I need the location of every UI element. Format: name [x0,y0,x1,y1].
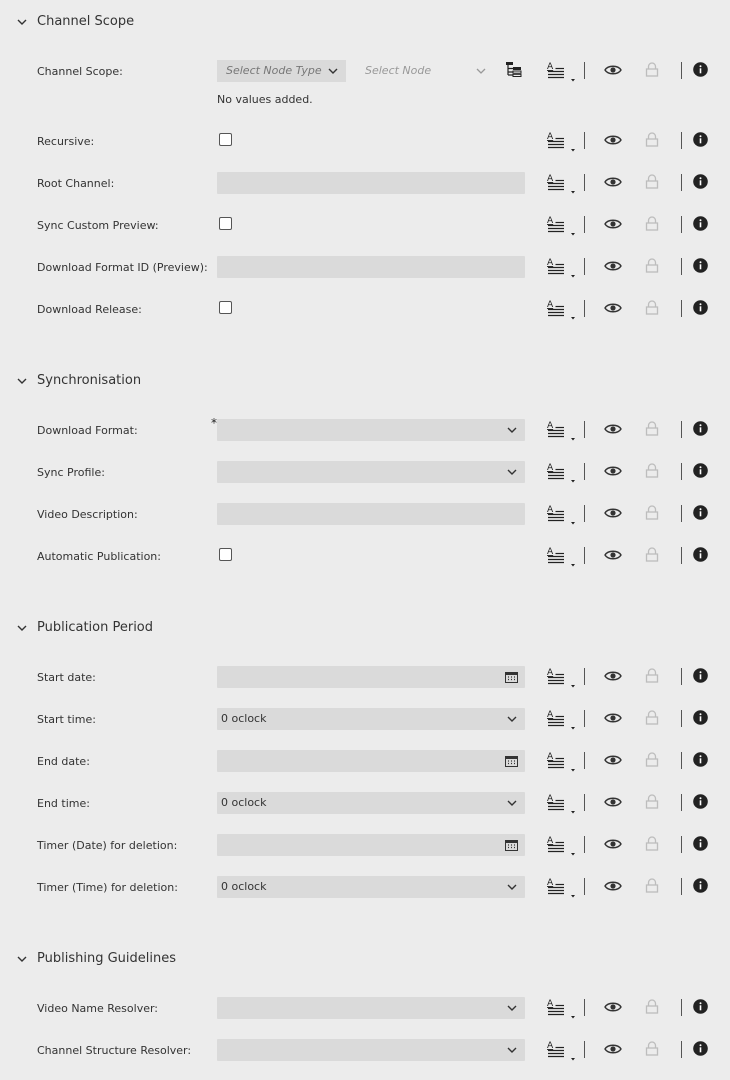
chevron-down-icon [16,953,28,965]
start-time-select[interactable] [217,708,525,730]
eye-icon[interactable] [604,838,622,850]
eye-icon[interactable] [604,507,622,519]
section-header-synchronisation[interactable] [0,369,730,393]
chevron-down-icon [328,66,338,76]
divider [584,547,585,564]
divider [681,421,682,438]
field-label: Download Release: [37,303,142,316]
node-type-select[interactable] [217,60,346,82]
required-marker: * [211,416,217,430]
lock-icon [645,999,659,1014]
text-format-icon[interactable] [547,707,579,731]
row-start-time [0,707,730,731]
info-icon[interactable] [693,547,708,562]
section-header-channel-scope[interactable] [0,10,730,34]
divider [584,258,585,275]
info-icon[interactable] [693,216,708,231]
divider [584,710,585,727]
svg-text:A: A [547,300,554,310]
chevron-down-icon [16,16,28,28]
field-label: End date: [37,755,90,768]
svg-text:A: A [547,174,554,184]
divider [584,1041,585,1058]
info-icon[interactable] [693,132,708,147]
field-label: Start time: [37,713,96,726]
row-download-format-id [0,255,730,279]
info-icon[interactable] [693,999,708,1014]
selected-value: 0 oclock [221,796,267,809]
lock-icon [645,836,659,851]
lock-icon [645,668,659,683]
divider [584,505,585,522]
chevron-down-icon [16,375,28,387]
recursive-checkbox[interactable] [219,133,232,146]
chevron-down-icon [16,622,28,634]
divider [681,300,682,317]
info-icon[interactable] [693,421,708,436]
root-channel-input[interactable] [217,172,525,194]
info-icon[interactable] [693,1041,708,1056]
divider [681,258,682,275]
chevron-down-icon [507,1045,517,1055]
divider [584,878,585,895]
divider [681,62,682,79]
text-format-icon[interactable] [547,213,579,237]
eye-icon[interactable] [604,670,622,682]
row-end-date [0,749,730,773]
field-label: Download Format ID (Preview): [37,261,208,274]
divider [681,132,682,149]
svg-text:A: A [547,878,554,888]
divider [681,505,682,522]
info-icon[interactable] [693,836,708,851]
svg-text:A: A [547,752,554,762]
svg-text:A: A [547,710,554,720]
text-format-icon[interactable] [547,59,579,83]
divider [584,174,585,191]
divider [584,752,585,769]
text-format-icon[interactable] [547,502,579,526]
info-icon[interactable] [693,62,708,77]
lock-icon [645,505,659,520]
text-format-icon[interactable] [547,544,579,568]
divider [681,668,682,685]
divider [681,547,682,564]
text-format-icon[interactable] [547,875,579,899]
chevron-down-icon [507,1003,517,1013]
divider [681,1041,682,1058]
text-format-icon[interactable] [547,418,579,442]
row-sync-custom-preview [0,213,730,237]
row-sync-profile [0,460,730,484]
svg-text:A: A [547,1041,554,1051]
lock-icon [645,1041,659,1056]
eye-icon[interactable] [604,549,622,561]
lock-icon [645,794,659,809]
divider [681,794,682,811]
lock-icon [645,547,659,562]
timer-time-select[interactable] [217,876,525,898]
eye-icon[interactable] [604,880,622,892]
field-label: Channel Structure Resolver: [37,1044,192,1057]
field-label: Video Name Resolver: [37,1002,159,1015]
eye-icon[interactable] [604,134,622,146]
svg-text:A: A [547,836,554,846]
eye-icon[interactable] [604,302,622,314]
lock-icon [645,62,659,77]
row-video-description [0,502,730,526]
field-label: Sync Custom Preview: [37,219,159,232]
info-icon[interactable] [693,794,708,809]
chevron-down-icon [507,425,517,435]
sync-profile-select[interactable] [217,461,525,483]
info-icon[interactable] [693,710,708,725]
info-icon[interactable] [693,878,708,893]
section-title: Synchronisation [37,373,142,388]
divider [681,752,682,769]
row-recursive [0,129,730,153]
info-icon[interactable] [693,505,708,520]
download-format-id-input[interactable] [217,256,525,278]
row-automatic-publication [0,544,730,568]
calendar-icon[interactable] [505,755,518,767]
svg-text:A: A [547,999,554,1009]
field-label: Sync Profile: [37,466,105,479]
node-type-placeholder: Select Node Type [226,64,322,77]
text-format-icon[interactable] [547,171,579,195]
divider [584,132,585,149]
svg-text:A: A [547,216,554,226]
svg-text:A: A [547,421,554,431]
chevron-down-icon [507,467,517,477]
lock-icon [645,132,659,147]
field-label: Channel Scope: [37,65,123,78]
row-timer-date [0,833,730,857]
text-format-icon[interactable] [547,749,579,773]
eye-icon[interactable] [604,754,622,766]
divider [681,216,682,233]
lock-icon [645,216,659,231]
divider [681,174,682,191]
info-icon[interactable] [693,300,708,315]
eye-icon[interactable] [604,176,622,188]
tree-structure-icon[interactable] [505,61,522,77]
divider [681,710,682,727]
divider [681,463,682,480]
lock-icon [645,463,659,478]
field-label: Root Channel: [37,177,115,190]
field-label: Video Description: [37,508,138,521]
row-download-format [0,418,730,442]
eye-icon[interactable] [604,64,622,76]
divider [681,878,682,895]
divider [584,836,585,853]
info-icon[interactable] [693,258,708,273]
text-format-icon[interactable] [547,460,579,484]
row-video-name-resolver [0,996,730,1020]
section-title: Publication Period [37,620,154,635]
info-icon[interactable] [693,668,708,683]
divider [584,216,585,233]
video-name-resolver-select[interactable] [217,997,525,1019]
sync-custom-preview-checkbox[interactable] [219,217,232,230]
row-root-channel [0,171,730,195]
row-channel-structure-resolver [0,1038,730,1062]
lock-icon [645,258,659,273]
divider [584,999,585,1016]
field-label: Timer (Time) for deletion: [37,881,178,894]
lock-icon [645,710,659,725]
download-release-checkbox[interactable] [219,301,232,314]
eye-icon[interactable] [604,1001,622,1013]
calendar-icon[interactable] [505,671,518,683]
svg-text:A: A [547,547,554,557]
section-title: Publishing Guidelines [37,951,176,966]
field-label: Download Format: [37,424,138,437]
chevron-down-icon [476,66,486,76]
field-label: Automatic Publication: [37,550,161,563]
eye-icon[interactable] [604,260,622,272]
divider [584,62,585,79]
divider [584,300,585,317]
section-title: Channel Scope [37,14,135,29]
svg-text:A: A [547,62,554,72]
no-values-text: No values added. [217,93,313,106]
section-header-publication-period[interactable] [0,616,730,640]
divider [584,668,585,685]
field-label: Recursive: [37,135,95,148]
text-format-icon[interactable] [547,665,579,689]
info-icon[interactable] [693,463,708,478]
lock-icon [645,878,659,893]
svg-text:A: A [547,505,554,515]
divider [681,999,682,1016]
chevron-down-icon [507,798,517,808]
calendar-icon[interactable] [505,839,518,851]
svg-text:A: A [547,132,554,142]
field-label: Timer (Date) for deletion: [37,839,178,852]
eye-icon[interactable] [604,796,622,808]
lock-icon [645,752,659,767]
node-placeholder: Select Node [365,64,432,77]
text-format-icon[interactable] [547,255,579,279]
text-format-icon[interactable] [547,833,579,857]
info-icon[interactable] [693,174,708,189]
channel-structure-resolver-select[interactable] [217,1039,525,1061]
field-label: Start date: [37,671,96,684]
text-format-icon[interactable] [547,996,579,1020]
text-format-icon[interactable] [547,791,579,815]
download-format-select[interactable] [217,419,525,441]
eye-icon[interactable] [604,423,622,435]
lock-icon [645,300,659,315]
divider [584,421,585,438]
eye-icon[interactable] [604,1043,622,1055]
divider [681,836,682,853]
section-header-publishing-guidelines[interactable] [0,947,730,971]
text-format-icon[interactable] [547,297,579,321]
svg-text:A: A [547,794,554,804]
row-channel-scope [0,59,730,83]
field-label: End time: [37,797,90,810]
lock-icon [645,421,659,436]
row-download-release [0,297,730,321]
node-select[interactable] [357,60,489,82]
eye-icon[interactable] [604,465,622,477]
chevron-down-icon [507,714,517,724]
row-end-time [0,791,730,815]
timer-date-input[interactable] [217,834,525,856]
lock-icon [645,174,659,189]
text-format-icon[interactable] [547,1038,579,1062]
chevron-down-icon [507,882,517,892]
svg-text:A: A [547,668,554,678]
start-date-input[interactable] [217,666,525,688]
end-time-select[interactable] [217,792,525,814]
selected-value: 0 oclock [221,712,267,725]
divider [584,463,585,480]
text-format-icon[interactable] [547,129,579,153]
eye-icon[interactable] [604,712,622,724]
info-icon[interactable] [693,752,708,767]
selected-value: 0 oclock [221,880,267,893]
divider [584,794,585,811]
end-date-input[interactable] [217,750,525,772]
row-timer-time [0,875,730,899]
eye-icon[interactable] [604,218,622,230]
row-start-date [0,665,730,689]
svg-text:A: A [547,258,554,268]
video-description-input[interactable] [217,503,525,525]
automatic-publication-checkbox[interactable] [219,548,232,561]
svg-text:A: A [547,463,554,473]
